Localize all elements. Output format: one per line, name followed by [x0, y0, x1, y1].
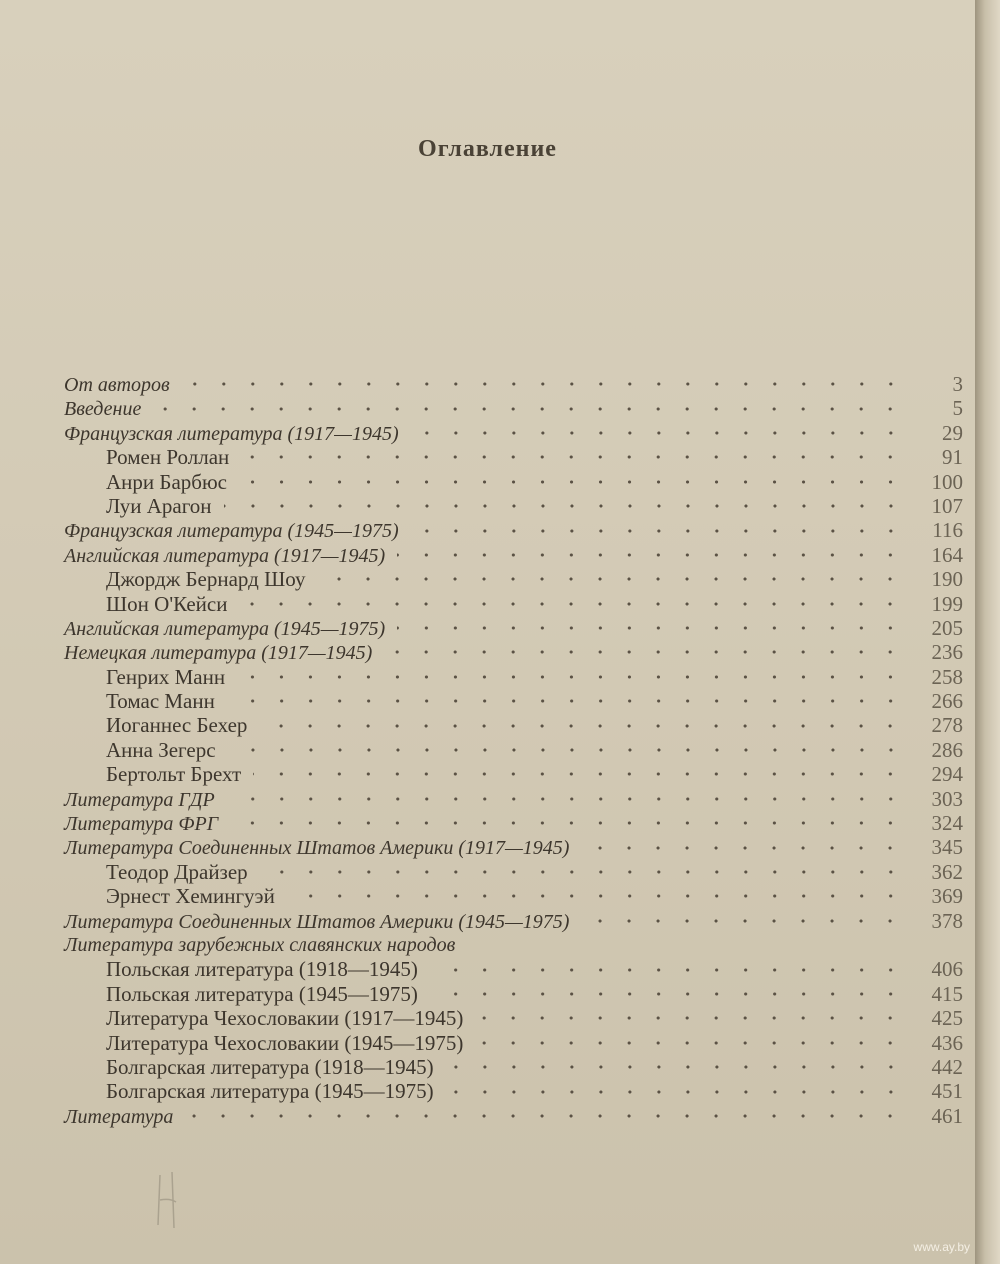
toc-entry-title: Литература Чехословакии (1917—1945)	[106, 1006, 464, 1031]
toc-entry	[0, 787, 975, 811]
toc-entry-title: Польская литература (1945—1975)	[106, 981, 418, 1006]
dot-leader	[475, 1041, 905, 1045]
toc-entry-page-number: 164	[931, 542, 963, 567]
toc-entry-title: От авторов	[64, 374, 170, 396]
dot-leader	[411, 529, 905, 533]
toc-entry-page-number: 442	[931, 1054, 963, 1079]
toc-entry-page-number: 436	[931, 1030, 963, 1055]
dot-leader	[228, 748, 905, 752]
toc-entry	[0, 738, 975, 762]
toc-entry	[0, 518, 975, 542]
toc-entry-page-number: 100	[931, 469, 963, 494]
toc-entry-title: Литература Соединенных Штатов Америки (1917—1945)	[64, 837, 570, 860]
dot-leader	[411, 431, 905, 435]
dot-leader	[230, 821, 905, 825]
toc-entry	[0, 445, 975, 469]
dot-leader	[446, 1090, 905, 1094]
toc-entry	[0, 835, 975, 859]
toc-entry-page-number: 369	[931, 884, 963, 909]
toc-entry	[0, 811, 975, 835]
dot-leader	[253, 772, 905, 776]
toc-entry-title: Болгарская литература (1945—1975)	[106, 1079, 434, 1104]
toc-entry-title: Эрнест Хемингуэй	[106, 884, 275, 909]
toc-entry-title: Литература ГДР	[64, 788, 215, 811]
toc-entry-title: Английская литература (1917—1945)	[64, 544, 386, 567]
toc-entry-page-number: 205	[931, 615, 963, 640]
toc-entry-page-number: 378	[931, 908, 963, 933]
dot-leader	[227, 797, 905, 801]
dot-leader	[260, 870, 905, 874]
page-gutter-shadow	[975, 0, 1000, 1264]
toc-entry-page-number: 3	[952, 372, 963, 396]
toc-entry-title: Шон О'Кейси	[106, 591, 228, 616]
toc-entry	[0, 689, 975, 713]
toc-entry-page-number: 345	[931, 835, 963, 860]
dot-leader	[430, 992, 905, 996]
dot-leader	[239, 602, 905, 606]
toc-entry-title: Анри Барбюс	[106, 469, 227, 494]
toc-entry-page-number: 286	[931, 737, 963, 762]
toc-entry-page-number: 415	[931, 981, 963, 1006]
dot-leader	[581, 846, 905, 850]
toc-entry	[0, 762, 975, 786]
toc-entry	[0, 1031, 975, 1055]
toc-entry-title: Польская литература (1918—1945)	[106, 957, 418, 982]
toc-entry-title: Генрих Манн	[106, 664, 226, 689]
toc-entry-title: Ромен Роллан	[106, 445, 230, 470]
toc-entry-title: Литература Чехословакии (1945—1975)	[106, 1030, 464, 1055]
toc-entry	[0, 884, 975, 908]
toc-entry-page-number: 29	[942, 420, 963, 445]
dot-leader	[397, 626, 905, 630]
toc-entry	[0, 665, 975, 689]
dot-leader	[475, 1016, 905, 1020]
toc-entry	[0, 860, 975, 884]
toc-entry	[0, 396, 975, 420]
toc-entry-page-number: 5	[952, 396, 963, 421]
dot-leader	[317, 577, 905, 581]
toc-entry-title: Французская литература (1945—1975)	[64, 520, 399, 543]
toc-entry	[0, 470, 975, 494]
toc-entry-page-number: 236	[931, 640, 963, 665]
toc-entry-title: Немецкая литература (1917—1945)	[64, 642, 373, 665]
dot-leader	[241, 455, 905, 459]
toc-entry-title: Английская литература (1945—1975)	[64, 617, 386, 640]
toc-entry-title: Французская литература (1917—1945)	[64, 422, 399, 445]
toc-entry	[0, 494, 975, 518]
dot-leader	[182, 382, 905, 386]
toc-entry-page-number: 303	[931, 786, 963, 811]
watermark: www.ay.by	[913, 1240, 970, 1254]
dot-leader	[227, 699, 905, 703]
dot-leader	[259, 724, 905, 728]
pencil-mark-icon	[150, 1170, 200, 1230]
toc-entry-title: Литература ФРГ	[64, 813, 219, 836]
dot-leader	[237, 675, 905, 679]
dot-leader	[185, 1114, 905, 1118]
dot-leader	[446, 1065, 905, 1069]
toc-entry-title: Введение	[64, 398, 142, 421]
toc-entry-page-number: 425	[931, 1006, 963, 1031]
dot-leader	[287, 894, 905, 898]
toc-entry	[0, 567, 975, 591]
toc-entry	[0, 372, 975, 396]
toc-entry-title: Литература Соединенных Штатов Америки (1945—1975)	[64, 910, 570, 933]
dot-leader	[384, 650, 905, 654]
toc-entry-title: Бертольт Брехт	[106, 762, 242, 787]
toc-entry-title: Томас Манн	[106, 689, 215, 714]
toc-entry-page-number: 258	[931, 664, 963, 689]
toc-entry	[0, 1006, 975, 1030]
toc-entry	[0, 982, 975, 1006]
toc-entry-title: Литература зарубежных славянских народов	[64, 933, 456, 956]
toc-entry	[0, 1104, 975, 1128]
toc-entry-page-number: 91	[942, 445, 963, 470]
toc-entry-page-number: 451	[931, 1079, 963, 1104]
toc-entry-page-number: 199	[931, 591, 963, 616]
page-heading: Оглавление	[418, 136, 557, 162]
toc-entry-page-number: 278	[931, 713, 963, 738]
toc-entry	[0, 957, 975, 981]
toc-entry-title: Теодор Драйзер	[106, 859, 248, 884]
dot-leader	[430, 968, 905, 972]
toc-entry	[0, 933, 975, 957]
toc-entry-page-number: 406	[931, 957, 963, 982]
toc-entry	[0, 713, 975, 737]
toc-entry-title: Иоганнес Бехер	[106, 713, 248, 738]
dot-leader	[397, 553, 905, 557]
toc-entry-page-number: 362	[931, 859, 963, 884]
toc-entry	[0, 1079, 975, 1103]
toc-entry	[0, 1055, 975, 1079]
dot-leader	[239, 480, 905, 484]
toc-entry-title: Болгарская литература (1918—1945)	[106, 1054, 434, 1079]
toc-entry-page-number: 461	[931, 1103, 963, 1128]
toc-entry	[0, 543, 975, 567]
toc-entry-page-number: 324	[931, 811, 963, 836]
toc-entry-title: Луи Арагон	[106, 493, 212, 518]
toc-entry	[0, 909, 975, 933]
dot-leader	[224, 504, 905, 508]
toc-entry-page-number: 107	[931, 493, 963, 518]
toc-entry-title: Литература	[64, 1105, 174, 1128]
dot-leader	[153, 407, 905, 411]
dot-leader	[581, 919, 905, 923]
toc-entry-page-number: 190	[931, 567, 963, 592]
toc-entry-title: Джордж Бернард Шоу	[106, 567, 306, 592]
toc-entry-page-number: 266	[931, 689, 963, 714]
toc-entry	[0, 592, 975, 616]
toc-entry-page-number: 294	[931, 762, 963, 787]
toc-entry	[0, 616, 975, 640]
toc-entry-page-number: 116	[932, 518, 963, 543]
table-of-contents	[0, 372, 975, 1128]
toc-entry	[0, 421, 975, 445]
toc-entry-title: Анна Зегерс	[106, 737, 216, 762]
toc-entry	[0, 640, 975, 664]
